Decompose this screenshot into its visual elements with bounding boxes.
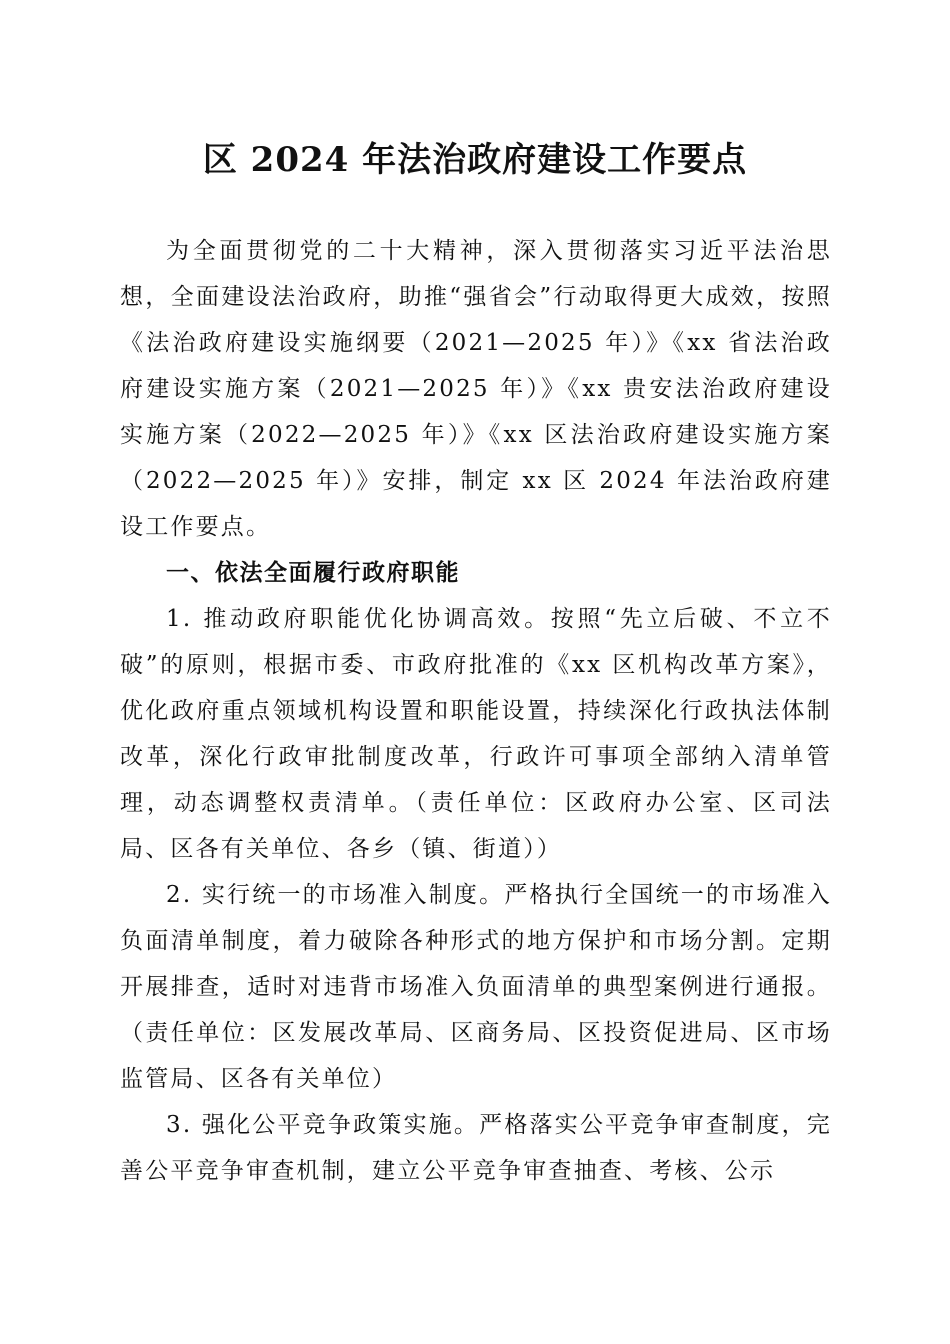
document-body [120,228,832,1194]
section1-item-1: 1. 推动政府职能优化协调高效。按照“先立后破、不立不破”的原则，根据市委、市政府批准的《xx 区机构改革方案》，优化政府重点领域机构设置和职能设置，持续深化行政执法体制改革，深化行政审批制度改革，行政许可事项全部纳入清单管理，动态调整权责清单。（责任单位：区政府办公室、区司法局、区各有关单位、各乡（镇、街道）） [120,606,832,862]
section-heading-1: 一、依法全面履行政府职能 [166,560,460,586]
section1-item-3: 3. 强化公平竞争政策实施。严格落实公平竞争审查制度，完善公平竞争审查机制，建立公平竞争审查抽查、考核、公示 [120,1112,832,1184]
document-title: 区 2024 年法治政府建设工作要点 [202,140,748,180]
section1-item-2: 2. 实行统一的市场准入制度。严格执行全国统一的市场准入负面清单制度，着力破除各种形式的地方保护和市场分割。定期开展排查，适时对违背市场准入负面清单的典型案例进行通报。（责任单位：区发展改革局、区商务局、区投资促进局、区市场监管局、区各有关单位） [120,882,832,1092]
intro-paragraph: 为全面贯彻党的二十大精神，深入贯彻落实习近平法治思想，全面建设法治政府，助推“强省会”行动取得更大成效，按照《法治政府建设实施纲要（2021—2025 年）》《xx 省法治政府建设实施方案（2021—2025 年）》《xx 贵安法治政府建设实施方案（2022—2025 年）》《xx 区法治政府建设实施方案（2022—2025 年）》安排，制定 xx 区 2024 年法治政府建设工作要点。 [120,238,832,540]
